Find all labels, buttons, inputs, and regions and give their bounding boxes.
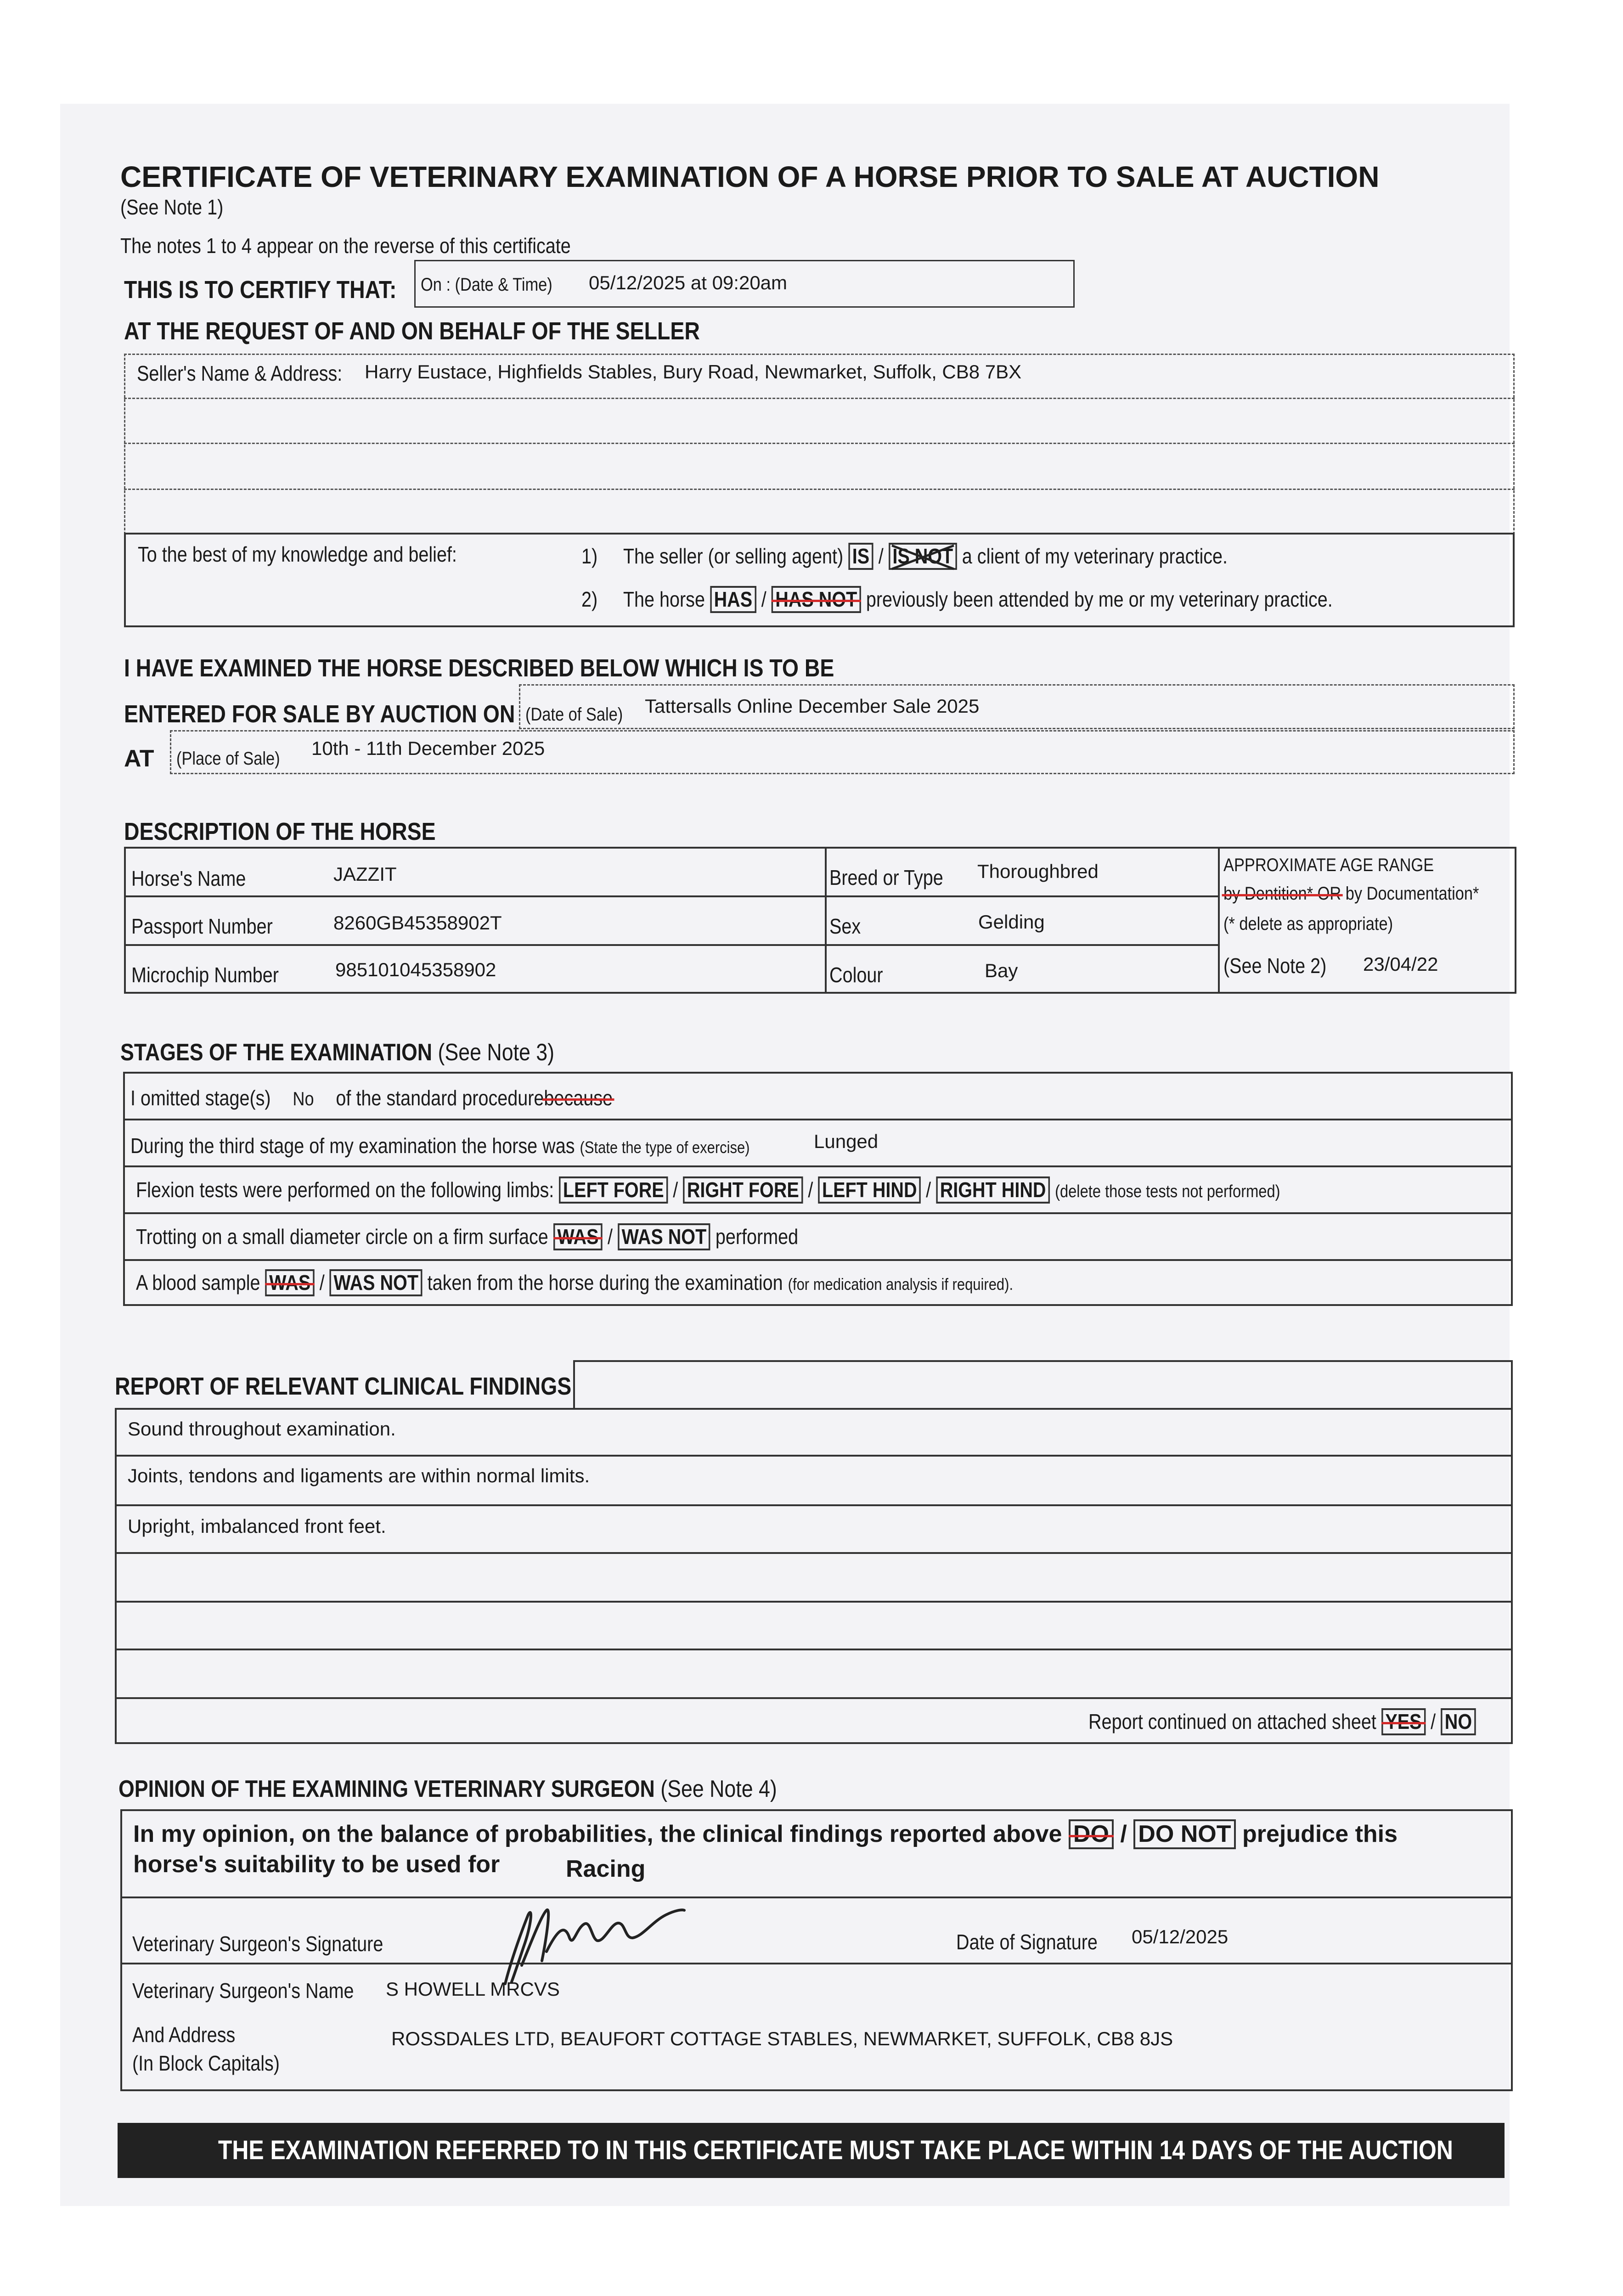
age-delete-note: (* delete as appropriate) xyxy=(1223,914,1393,934)
opinion-text: In my opinion, on the balance of probabilities, the clinical findings reported above DO / DO NOT prejudice this xyxy=(133,1819,1398,1849)
age-see-note: (See Note 2) xyxy=(1223,954,1327,978)
left-fore-option[interactable]: LEFT FORE xyxy=(559,1176,668,1204)
address-label: And Address xyxy=(132,2023,236,2047)
exercise-value[interactable]: Lunged xyxy=(814,1131,879,1152)
surgeon-address-value[interactable]: ROSSDALES LTD, BEAUFORT COTTAGE STABLES, NEWMARKET, SUFFOLK, CB8 8JS xyxy=(391,2028,1173,2049)
horse-name-label: Horse's Name xyxy=(131,867,246,890)
omitted-row: I omitted stage(s) No of the standard procedurebecause xyxy=(130,1086,613,1110)
is-option[interactable]: IS xyxy=(848,543,873,570)
stages-heading: STAGES OF THE EXAMINATION (See Note 3) xyxy=(120,1039,555,1066)
deadline-banner: THE EXAMINATION REFERRED TO IN THIS CERTIFICATE MUST TAKE PLACE WITHIN 14 DAYS OF THE AUCTION xyxy=(118,2123,1505,2178)
seller-name-value[interactable]: Harry Eustace, Highfields Stables, Bury Road, Newmarket, Suffolk, CB8 7BX xyxy=(365,361,1022,383)
microchip-value[interactable]: 985101045358902 xyxy=(335,959,496,980)
continued-row: Report continued on attached sheet YES / NO xyxy=(1088,1708,1476,1735)
trot-was-option[interactable]: WAS xyxy=(553,1223,603,1250)
finding-line[interactable]: Joints, tendons and ligaments are within normal limits. xyxy=(128,1465,590,1486)
knowledge-label: To the best of my knowledge and belief: xyxy=(138,542,457,566)
date-of-signature-value[interactable]: 05/12/2025 xyxy=(1132,1926,1229,1947)
by-dentition-option[interactable]: by Dentition* OR xyxy=(1223,884,1341,904)
datetime-value: 05/12/2025 at 09:20am xyxy=(589,272,788,293)
certify-label: THIS IS TO CERTIFY THAT: xyxy=(124,276,397,304)
report-heading: REPORT OF RELEVANT CLINICAL FINDINGS xyxy=(115,1373,572,1400)
age-method xyxy=(1223,884,1479,904)
continued-yes-option[interactable]: YES xyxy=(1381,1708,1426,1735)
left-hind-option[interactable]: LEFT HIND xyxy=(818,1176,921,1204)
at-label: AT xyxy=(124,745,154,772)
horse-name-value[interactable]: JAZZIT xyxy=(333,863,397,885)
sex-value[interactable]: Gelding xyxy=(978,911,1045,933)
is-not-option[interactable]: IS NOT xyxy=(889,543,957,570)
finding-line[interactable]: Upright, imbalanced front feet. xyxy=(128,1515,386,1537)
omitted-value[interactable]: No xyxy=(293,1088,314,1109)
because-option[interactable]: because xyxy=(544,1086,613,1110)
finding-line[interactable]: Sound throughout examination. xyxy=(128,1418,396,1440)
microchip-label: Microchip Number xyxy=(131,963,279,987)
attended-statement: 2) The horse HAS / HAS NOT previously been attended by me or my veterinary practice. xyxy=(581,586,1333,613)
trotting-row: Trotting on a small diameter circle on a firm surface WAS / WAS NOT performed xyxy=(136,1223,798,1250)
sale-date-label: (Date of Sale) xyxy=(525,704,623,725)
passport-value[interactable]: 8260GB45358902T xyxy=(333,912,502,934)
continued-no-option[interactable]: NO xyxy=(1441,1708,1476,1735)
auction-heading: ENTERED FOR SALE BY AUCTION ON xyxy=(124,700,515,728)
has-not-option[interactable]: HAS NOT xyxy=(772,586,861,613)
blood-was-not-option[interactable]: WAS NOT xyxy=(330,1269,423,1296)
datetime-label: On : (Date & Time) xyxy=(421,275,552,295)
notes-line: The notes 1 to 4 appear on the reverse of this certificate xyxy=(120,234,571,258)
sale-date-value: Tattersalls Online December Sale 2025 xyxy=(645,695,980,717)
passport-label: Passport Number xyxy=(131,914,273,938)
breed-value[interactable]: Thoroughbred xyxy=(977,861,1099,882)
client-statement: 1) The seller (or selling agent) IS / IS NOT a client of my veterinary practice. xyxy=(581,543,1228,570)
sale-place-value: 10th - 11th December 2025 xyxy=(311,737,545,759)
surgeon-name-label: Veterinary Surgeon's Name xyxy=(132,1979,354,2003)
sex-label: Sex xyxy=(829,914,861,938)
examined-heading: I HAVE EXAMINED THE HORSE DESCRIBED BELOW WHICH IS TO BE xyxy=(124,654,834,682)
colour-label: Colour xyxy=(829,963,883,987)
description-heading: DESCRIPTION OF THE HORSE xyxy=(124,818,436,845)
trot-was-not-option[interactable]: WAS NOT xyxy=(618,1223,710,1250)
request-heading: AT THE REQUEST OF AND ON BEHALF OF THE SELLER xyxy=(124,317,700,345)
address-label-caps: (In Block Capitals) xyxy=(132,2051,280,2075)
seller-name-label: Seller's Name & Address: xyxy=(137,361,343,385)
sale-place-label: (Place of Sale) xyxy=(176,748,280,769)
do-not-option[interactable]: DO NOT xyxy=(1133,1819,1235,1849)
has-option[interactable]: HAS xyxy=(710,586,756,613)
flexion-row: Flexion tests were performed on the following limbs: LEFT FORE / RIGHT FORE / LEFT HIND / RIGHT HIND (delete those tests not performed) xyxy=(136,1176,1280,1204)
by-documentation-option[interactable]: by Documentation* xyxy=(1345,884,1479,904)
surgeon-name-value[interactable]: S HOWELL MRCVS xyxy=(386,1978,560,2000)
third-stage-row: During the third stage of my examination the horse was (State the type of exercise) xyxy=(130,1134,750,1158)
age-heading: APPROXIMATE AGE RANGE xyxy=(1223,855,1434,875)
see-note-1: (See Note 1) xyxy=(120,195,224,219)
right-fore-option[interactable]: RIGHT FORE xyxy=(683,1176,803,1204)
date-of-signature-label: Date of Signature xyxy=(956,1930,1098,1954)
signature-label: Veterinary Surgeon's Signature xyxy=(132,1932,383,1956)
suitability-label: horse's suitability to be used for xyxy=(133,1851,500,1878)
blood-sample-row: A blood sample WAS / WAS NOT taken from the horse during the examination (for medication analysis if required). xyxy=(136,1269,1013,1296)
age-value[interactable]: 23/04/22 xyxy=(1363,953,1438,975)
breed-label: Breed or Type xyxy=(829,866,943,889)
right-hind-option[interactable]: RIGHT HIND xyxy=(936,1176,1050,1204)
colour-value[interactable]: Bay xyxy=(985,960,1018,981)
opinion-heading-row: OPINION OF THE EXAMINING VETERINARY SURGEON (See Note 4) xyxy=(118,1776,777,1802)
do-option[interactable]: DO xyxy=(1069,1819,1114,1849)
blood-was-option[interactable]: WAS xyxy=(265,1269,315,1296)
page-title: CERTIFICATE OF VETERINARY EXAMINATION OF A HORSE PRIOR TO SALE AT AUCTION xyxy=(120,160,1380,193)
report-box xyxy=(115,1408,1513,1744)
signature-image xyxy=(478,1896,716,1988)
suitability-value[interactable]: Racing xyxy=(566,1856,646,1882)
